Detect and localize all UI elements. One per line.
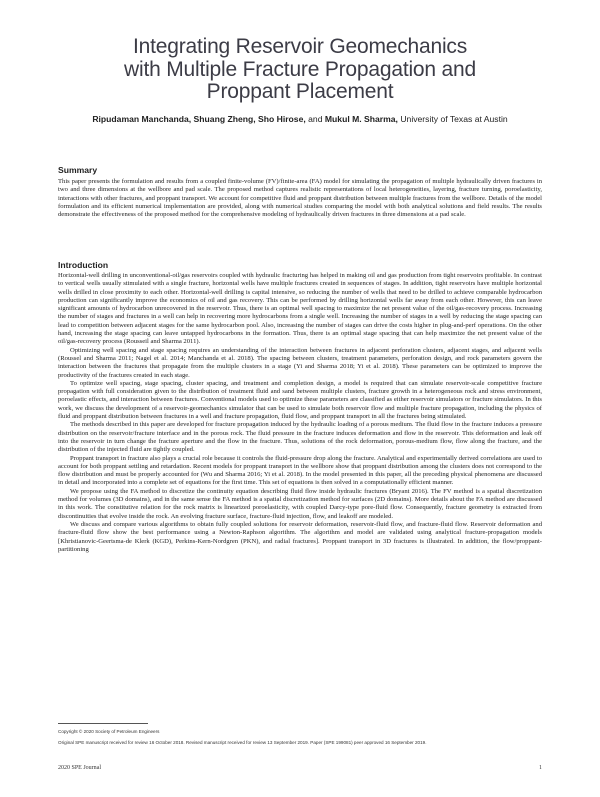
author-names: Ripudaman Manchanda, Shuang Zheng, Sho Hirose, — [92, 114, 306, 124]
manuscript-note: Original SPE manuscript received for review 16 October 2018. Revised manuscript received for review 13 September 2019. Paper (SPE 199081) peer approved 16 September 2019. — [58, 740, 427, 745]
introduction-body — [58, 272, 542, 554]
intro-paragraph: We propose using the FA method to discretize the continuity equation describing fluid flow inside hydraulic fractures (Bryant 2016). The FV method is a spatial discretization method for volumes (3D domains), and in the same sense the FA method is a spatial discretization method for surfaces (2D domains). More details about the FA method are discussed in this work. The constitutive relation for the rock matrix is linearized poroelasticity, with coupled Darcy-type pore-fluid flow. Consequently, fracture geometry is extracted from discontinuities that evolve inside the rock. An evolving fracture surface, fracture-fluid injection, flow, and leakoff are modeled. — [58, 487, 542, 520]
intro-paragraph: Horizontal-well drilling in unconventional-oil/gas reservoirs coupled with hydraulic fracturing has helped in making oil and gas production from tight reservoirs profitable. In contrast to vertical wells usually stimulated with a single fracture, horizontal wells have multiple fractures created in sequences of stages. In addition, tight reservoirs have multiple horizontal wells drilled in close proximity to each other. Horizontal-well drilling is capital intensive, so reducing the number of wells that need to be drilled to achieve comparable hydrocarbon production can significantly improve the economics of oil and gas recovery. This can be performed by drilling horizontal wells far away from each other. However, this can leave significant amounts of hydrocarbon unrecovered in the reservoir. Thus, there is an optimal well spacing to maximize the net present value of the oil/gas-recovery process. Increasing the number of stages and fractures in a well can help in recovering more hydrocarbons from a single well. Increasing the number of stages in a well by reducing the stage spacing can lead to competition between adjacent stages for the same hydrocarbon pool. Also, increasing the number of stages can drive the costs higher in plug-and-perf operations. On the other hand, increasing the stage spacing can leave untapped hydrocarbons in the formation. Thus, there is an optimal stage spacing that can help maximize the net present value of the oil/gas-recovery process (Rousseil and Sharma 2011). — [58, 272, 542, 346]
intro-paragraph: Proppant transport in fracture also plays a crucial role because it controls the fluid-pressure drop along the fracture. Analytical and experimentally derived correlations are used to account for both proppant settling and retardation. Recent models for proppant transport in the wellbore show that proppant distribution among the clusters does not correspond to the flow distribution and must be properly accounted for (Wu and Sharma 2016; Yi et al. 2018). In the model presented in this paper, all the preceding physical phenomena are discussed in detail and incorporated into a complete set of equations for the first time. This set of equations is then solved in a computationally efficient manner. — [58, 454, 542, 487]
author-and: and — [305, 114, 325, 124]
paper-title — [40, 36, 560, 104]
summary-text — [58, 178, 542, 219]
intro-paragraph: To optimize well spacing, stage spacing, cluster spacing, and treatment and completion design, a model is required that can simulate reservoir-scale competitive fracture propagation with full consideration given to the distribution of treatment fluid and sand between multiple clusters, fracture growth in a heterogeneous rock and stress environment, poroelastic effects, and interaction between fractures. Conventional models used to optimize these parameters are classified as either reservoir simulators or fracture simulators. In this work, we discuss the development of a reservoir-geomechanics simulator that can be used to simulate both reservoir flow and multiple fracture propagation, including the physics of fluid and proppant distribution between fractures in a well and fracture propagation, fluid flow, and proppant transport in all the fractures being stimulated. — [58, 379, 542, 421]
author-last: Mukul M. Sharma, — [324, 114, 398, 124]
summary-heading: Summary — [58, 165, 98, 175]
journal-footer: 2020 SPE Journal — [58, 765, 102, 771]
title-line-2: with Multiple Fracture Propagation and — [124, 57, 476, 81]
author-affiliation: University of Texas at Austin — [397, 114, 508, 124]
copyright-note: Copyright © 2020 Society of Petroleum Engineers — [58, 729, 160, 734]
title-line-3: Proppant Placement — [206, 80, 394, 103]
footnote-divider — [58, 723, 148, 724]
summary-paragraph: This paper presents the formulation and results from a coupled finite-volume (FV)/finite-area (FA) model for simulating the propagation of multiple hydraulically driven fractures in two and three dimensions at the wellbore and pad scale. The proposed method captures realistic representations of local heterogeneities, layering, fracture turning, poroelasticity, interactions with other fractures, and proppant transport. We account for competitive fluid and proppant distribution between multiple fractures from the wellbore. Details of the model formulation and its efficient numerical implementation are provided, along with numerical studies comparing the model with both analytical solutions and field results. The results demonstrate the effectiveness of the proposed method for the comprehensive modeling of hydraulically driven fractures in three dimensions at a pad scale. — [58, 178, 542, 219]
author-line — [40, 114, 560, 124]
intro-paragraph: Optimizing well spacing and stage spacing requires an understanding of the interaction between fractures in adjacent perforation clusters, adjacent stages, and adjacent wells (Roussel and Sharma 2011; Nagel et al. 2014; Manchanda et al. 2018). The spacing between clusters, treatment parameters, perforation design, and rock parameters govern the interaction between the fractures that propagate from the multiple clusters in a stage (Yi and Sharma 2018; Yi et al. 2018). These parameters can be optimized to improve the productivity of the fractures created in each stage. — [58, 346, 542, 379]
intro-paragraph: We discuss and compare various algorithms to obtain fully coupled solutions for reservoir deformation, reservoir-fluid flow, and fracture-fluid flow. Reservoir deformation and fracture-fluid flow show the best performance using a Newton-Raphson algorithm. The algorithm and model are validated using analytical fracture-propagation models [Khristianovic-Geertsma-de Klerk (KGD), Perkins-Kern-Nordgren (PKN), and radial fractures]. Proppant transport in 3D fractures is illustrated. In addition, the flow/proppant-partitioning — [58, 520, 542, 553]
intro-paragraph: The methods described in this paper are developed for fracture propagation induced by the hydraulic loading of a porous medium. The fluid flow in the fracture induces a pressure distribution on the reservoir/fracture interface and in the porous rock. The fluid pressure in the fracture induces deformation and flow in the reservoir. This deformation and leak off into the reservoir in turn change the fracture aperture and the flow in the fracture. Thus, solutions of the rock deformation, porous-medium flow, flow along the fracture, and the distribution of the injected fluid are tightly coupled. — [58, 421, 542, 454]
page-number: 1 — [539, 765, 542, 771]
introduction-heading: Introduction — [58, 260, 109, 270]
title-line-1: Integrating Reservoir Geomechanics — [132, 35, 468, 58]
